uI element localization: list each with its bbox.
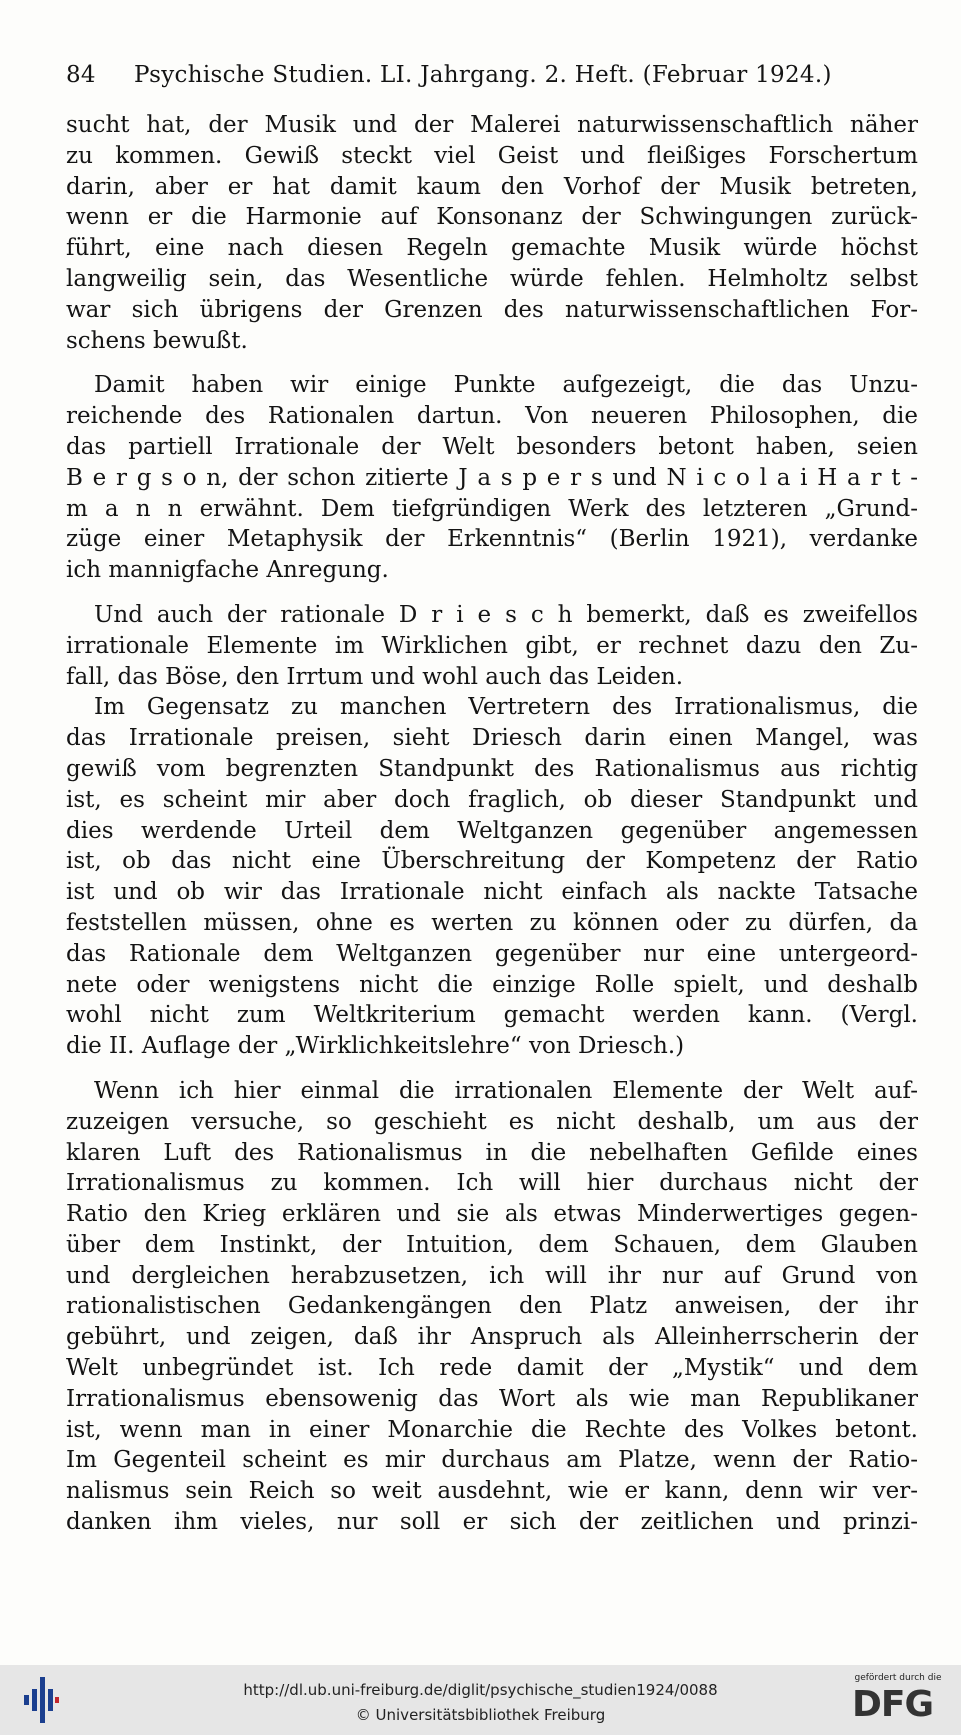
text-line: gebührt, und zeigen, daß ihr Anspruch als Alleinherrscherin der — [66, 1324, 918, 1351]
running-header — [66, 60, 866, 90]
text-line: ist, wenn man in einer Monarchie die Rechte des Volkes betont. — [66, 1416, 918, 1443]
text-line: langweilig sein, das Wesentliche würde fehlen. Helmholtz selbst — [66, 265, 918, 292]
page-number: 84 — [66, 62, 96, 88]
text-line: wenn er die Harmonie auf Konsonanz der Schwingungen zurück- — [66, 204, 918, 231]
text-line: über dem Instinkt, der Intuition, dem Schauen, dem Glauben — [66, 1231, 918, 1258]
text-line: danken ihm vieles, nur soll er sich der zeitlichen und prinzi- — [66, 1509, 918, 1536]
text-line: Irrationalismus ebensowenig das Wort als wie man Republikaner — [66, 1385, 918, 1412]
text-line: klaren Luft des Rationalismus in die nebelhaften Gefilde eines — [66, 1139, 918, 1166]
text-line: war sich übrigens der Grenzen des naturwissenschaftlichen For- — [66, 296, 918, 323]
text-line: das Irrationale preisen, sieht Driesch darin einen Mangel, was — [66, 725, 918, 752]
text-line: Ratio den Krieg erklären und sie als etwas Minderwertiges gegen- — [66, 1201, 918, 1228]
text-line: und dergleichen herabzusetzen, ich will ihr nur auf Grund von — [66, 1262, 918, 1289]
text-line: dies werdende Urteil dem Weltganzen gegenüber angemessen — [66, 817, 918, 844]
text-line: darin, aber er hat damit kaum den Vorhof der Musik betreten, — [66, 173, 918, 200]
paragraph — [66, 110, 918, 356]
text-line: Im Gegensatz zu manchen Vertretern des Irrationalismus, die — [94, 694, 918, 721]
text-line: Damit haben wir einige Punkte aufgezeigt, die das Unzu- — [94, 372, 918, 399]
text-line: die II. Auflage der „Wirklichkeitslehre“ von Driesch.) — [66, 1033, 685, 1060]
text-line: Welt unbegründet ist. Ich rede damit der „Mystik“ und dem — [66, 1355, 918, 1382]
body-text — [66, 110, 918, 1538]
running-title: Psychische Studien. LI. Jahrgang. 2. Heft. (Februar 1924.) — [134, 62, 832, 88]
text-line: rationalistischen Gedankengängen den Platz anweisen, der ihr — [66, 1293, 918, 1320]
text-line: nalismus sein Reich so weit ausdehnt, wie er kann, denn wir ver- — [66, 1478, 918, 1505]
text-line: fall, das Böse, den Irrtum und wohl auch das Leiden. — [66, 663, 684, 690]
text-line: wohl nicht zum Weltkriterium gemacht werden kann. (Vergl. — [66, 1002, 918, 1029]
copyright-notice: © Universitätsbibliothek Freiburg — [355, 1706, 606, 1724]
dfg-logo — [846, 1673, 950, 1729]
dfg-caption: gefördert durch die — [854, 1673, 942, 1683]
paragraph — [66, 1076, 918, 1538]
permalink[interactable]: http://dl.ub.uni-freiburg.de/diglit/psychische_studien1924/0088 — [243, 1681, 718, 1699]
dfg-wordmark: DFG — [852, 1684, 934, 1725]
text-line: zu kommen. Gewiß steckt viel Geist und fleißiges Forschertum — [66, 142, 918, 169]
text-line: m a n n erwähnt. Dem tiefgründigen Werk des letzteren „Grund- — [66, 495, 918, 522]
text-line: zuzeigen versuche, so geschieht es nicht deshalb, um aus der — [66, 1108, 918, 1135]
text-line: reichende des Rationalen dartun. Von neueren Philosophen, die — [66, 403, 918, 430]
text-line: Im Gegenteil scheint es mir durchaus am Platze, wenn der Ratio- — [66, 1447, 918, 1474]
text-line: ist, es scheint mir aber doch fraglich, ob dieser Standpunkt und — [66, 786, 918, 813]
text-line: züge einer Metaphysik der Erkenntnis“ (Berlin 1921), verdanke — [66, 526, 918, 553]
text-line: sucht hat, der Musik und der Malerei naturwissenschaftlich näher — [66, 112, 918, 138]
text-line: B e r g s o n, der schon zitierte J a s p e r s und N i c o l a i H a r t - — [66, 464, 918, 491]
text-line: führt, eine nach diesen Regeln gemachte Musik würde höchst — [66, 235, 918, 262]
text-line: das Rationale dem Weltganzen gegenüber nur eine untergeord- — [66, 940, 918, 967]
text-line: ich mannigfache Anregung. — [66, 557, 389, 584]
text-line: ist und ob wir das Irrationale nicht einfach als nackte Tatsache — [66, 879, 918, 906]
text-line: Irrationalismus zu kommen. Ich will hier durchaus nicht der — [66, 1170, 918, 1197]
text-line: Wenn ich hier einmal die irrationalen Elemente der Welt auf- — [94, 1077, 918, 1104]
text-line: Und auch der rationale D r i e s c h bemerkt, daß es zweifellos — [94, 601, 918, 628]
text-line: schens bewußt. — [66, 327, 248, 354]
text-line: ist, ob das nicht eine Überschreitung der Kompetenz der Ratio — [66, 848, 918, 875]
paragraph — [66, 692, 918, 1062]
paragraph — [66, 600, 918, 692]
paragraph — [66, 370, 918, 586]
viewer-footer — [0, 1665, 961, 1735]
text-line: feststellen müssen, ohne es werten zu können oder zu dürfen, da — [66, 909, 918, 936]
text-line: nete oder wenigstens nicht die einzige Rolle spielt, und deshalb — [66, 971, 918, 998]
text-line: das partiell Irrationale der Welt besonders betont haben, seien — [66, 433, 918, 460]
text-line: irrationale Elemente im Wirklichen gibt, er rechnet dazu den Zu- — [66, 632, 918, 659]
text-line: gewiß vom begrenzten Standpunkt des Rationalismus aus richtig — [66, 755, 918, 782]
